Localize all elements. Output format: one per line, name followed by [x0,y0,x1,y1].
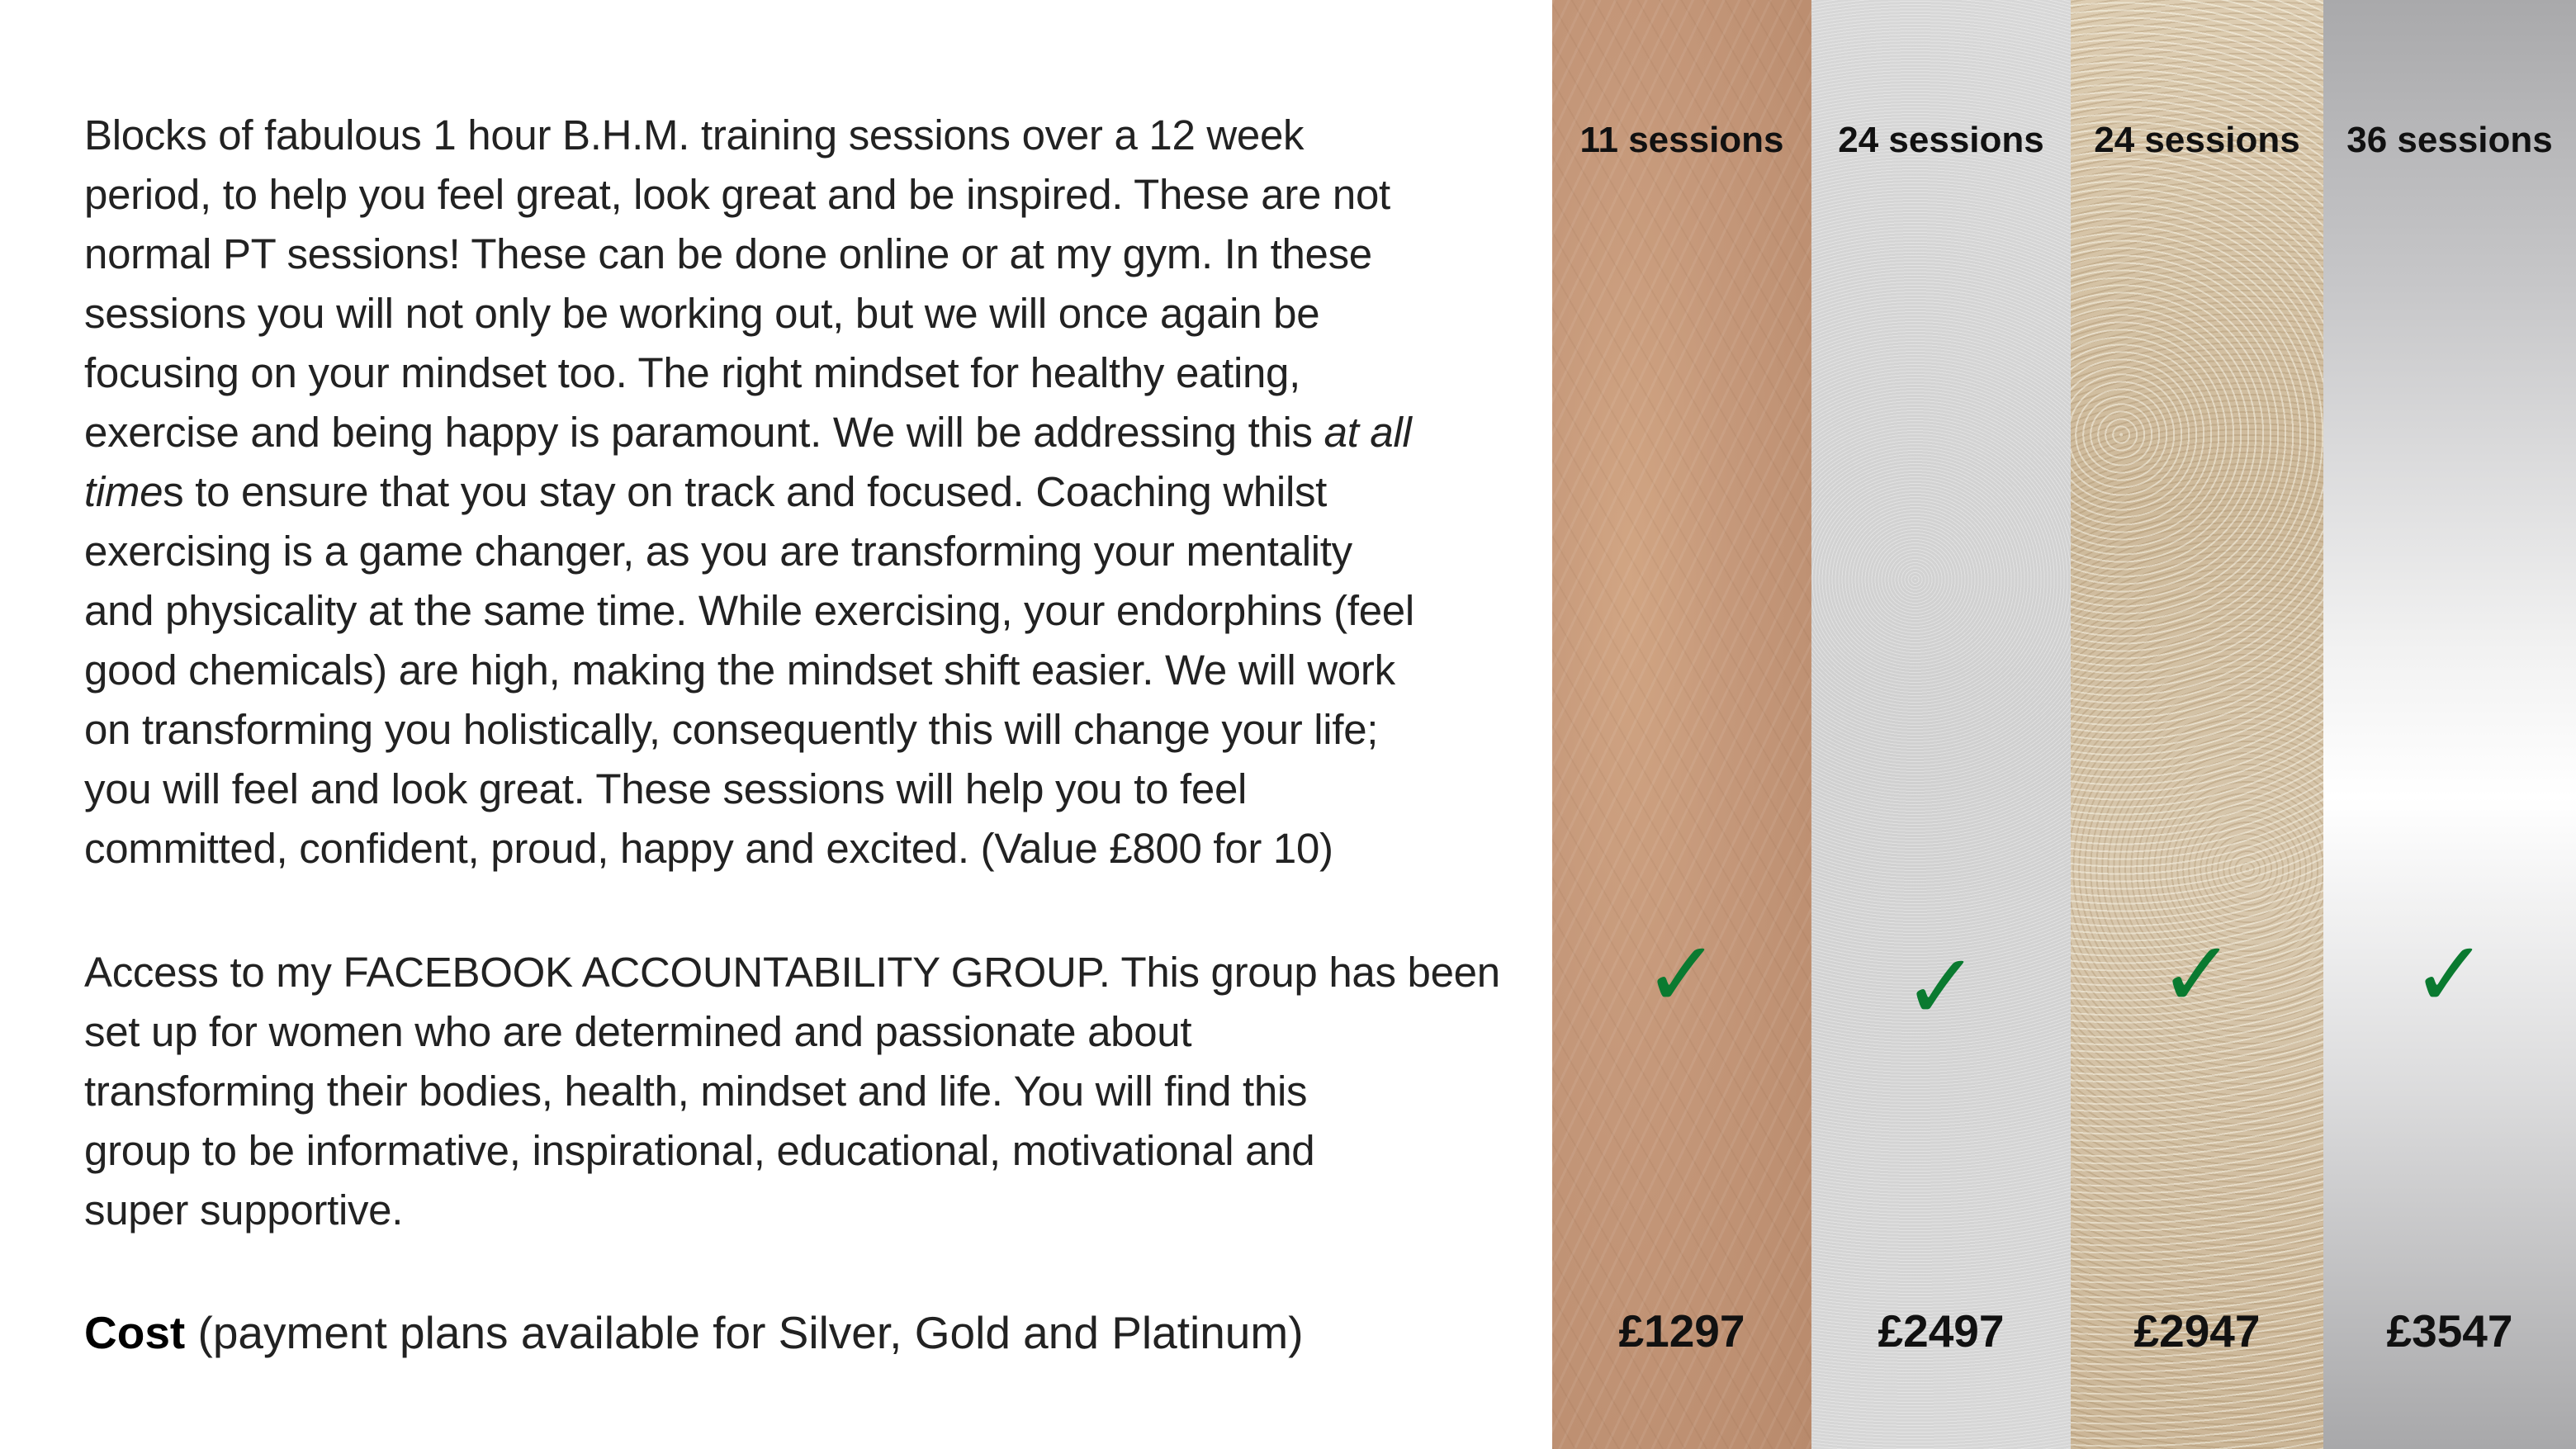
text-line: on transforming you holistically, consequently this will change your life; [84,706,1379,753]
text-line: good chemicals) are high, making the mindset shift easier. We will work [84,646,1395,694]
text-line: normal PT sessions! These can be done online or at my gym. In these [84,230,1372,277]
text-line: you will feel and look great. These sessions will help you to feel [84,765,1248,812]
text-line: transforming their bodies, health, mindset and life. You will find this [84,1068,1308,1115]
text-line: period, to help you feel great, look great and be inspired. These are not [84,171,1390,218]
italic-text: at all [1324,409,1412,456]
sessions-label: 36 sessions [2346,120,2553,160]
text-segment: exercise and being happy is paramount. We will be addressing this [84,409,1324,456]
text-line: and physicality at the same time. While exercising, your endorphins (feel [84,587,1414,634]
text-line: committed, confident, proud, happy and excited. (Value £800 for 10) [84,825,1333,872]
sessions-label: 24 sessions [2094,120,2300,160]
price-label: £1297 [1618,1305,1745,1357]
text-line: set up for women who are determined and passionate about [84,1008,1192,1055]
silver-column [1811,0,2071,1449]
text-line [84,403,1488,462]
text-segment: s to ensure that you stay on track and focused. Coaching whilst [163,468,1328,515]
cost-note: (payment plans available for Silver, Gold and Platinum) [185,1307,1304,1358]
checkmark-icon: ✓ [1902,934,1980,1039]
price-label: £2497 [1878,1305,2005,1357]
checkmark-icon: ✓ [1643,921,1721,1027]
checkmark-icon: ✓ [2411,921,2488,1027]
italic-text: time [84,468,163,515]
text-line: focusing on your mindset too. The right mindset for healthy eating, [84,349,1300,396]
cost-line [84,1303,1304,1362]
gold-column [2071,0,2323,1449]
text-line: Access to my FACEBOOK ACCOUNTABILITY GROUP. This group has been [84,949,1500,996]
text-line: sessions you will not only be working out, but we will once again be [84,290,1320,337]
sessions-label: 11 sessions [1579,120,1784,160]
price-label: £2947 [2133,1305,2261,1357]
facebook-group-paragraph [84,943,1500,1240]
checkmark-icon: ✓ [2158,921,2236,1027]
pricing-columns [1552,0,2576,1449]
text-line: exercising is a game changer, as you are transforming your mentality [84,528,1352,575]
text-line: Blocks of fabulous 1 hour B.H.M. training sessions over a 12 week [84,111,1305,159]
platinum-column [2323,0,2576,1449]
sessions-label: 24 sessions [1838,120,2044,160]
text-line [84,462,1488,522]
price-label: £3547 [2386,1305,2513,1357]
cost-label: Cost [84,1307,186,1358]
training-sessions-paragraph [84,106,1488,878]
text-line: super supportive. [84,1186,404,1234]
text-line: group to be informative, inspirational, educational, motivational and [84,1127,1315,1174]
bronze-column [1552,0,1811,1449]
